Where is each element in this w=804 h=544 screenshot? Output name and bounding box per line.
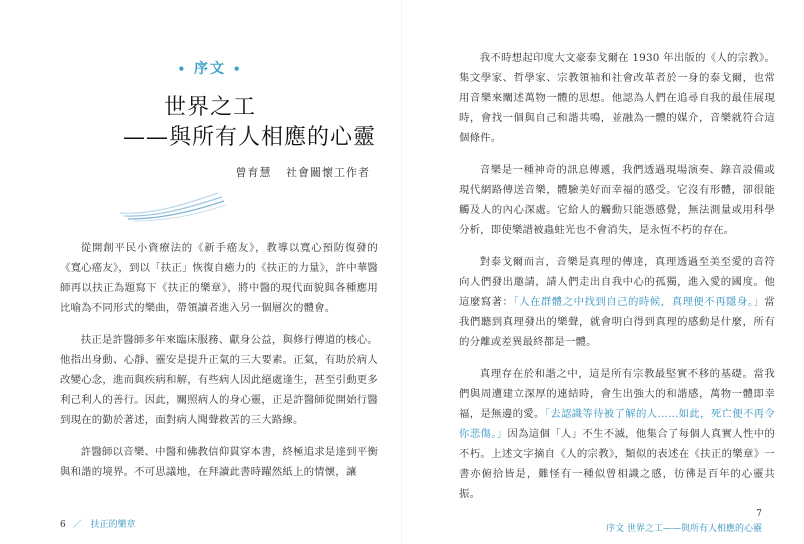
author-title: 社會關懷工作者 bbox=[286, 166, 370, 179]
footer-running-title: 序文 世界之工——與所有人相應的心靈 bbox=[606, 524, 762, 534]
paragraph: 許醫師以音樂、中醫和佛教信仰貫穿本書，終極追求是達到平衡與和諧的境界。不可思議地，在拜讀此書時躍然紙上的情懷，讓 bbox=[60, 446, 378, 478]
highlighted-quote: 「人在群體之中找到自己的時候，真理便不再隱身。」 bbox=[513, 296, 765, 308]
page-title: 世界之工 bbox=[163, 95, 256, 120]
footer-book-title: 扶正的樂章 bbox=[90, 520, 136, 530]
page-number: 6 bbox=[60, 520, 66, 530]
left-footer bbox=[60, 517, 136, 530]
right-footer bbox=[606, 509, 762, 534]
bullet-dot-icon: • bbox=[232, 62, 243, 76]
paragraph: 我不時想起印度大文豪泰戈爾在 1930 年出版的《人的宗教》。集文學家、哲學家、宗教領袖和社會改革者於一身的泰戈爾，也常用音樂來闡述萬物一體的思想。他認為人們在追尋自我的最佳展現時，會找一個與自己和諧共鳴，並融為一體的媒介，音樂就符合這個條件。 bbox=[459, 52, 775, 144]
paragraph: 音樂是一種神奇的訊息傳遞，我們透過現場演奏、錄音設備或現代網路傳送音樂，體驗美好而幸福的感受。它沒有形體，卻很能觸及人的內心深處。它給人的觸動只能憑感覺，無法測量或用科學分析，即使樂譜被蟲蛀光也不會消失，是永恆不朽的存在。 bbox=[459, 164, 775, 236]
highlighted-quote: 「去認識等待被了解的人……如此，死亡便不再令你悲傷。」 bbox=[459, 408, 775, 440]
paragraph: 真理存在於和諧之中，這是所有宗教最堅實不移的基礎。當我們與周遭建立深厚的連結時，會生出強大的和諧感，萬物一體即幸福，是無邊的愛。「去認識等待被了解的人……如此，死亡便不再令你悲傷。」因為這個「人」不生不滅，他集合了每個人真實人性中的不朽。上述文字摘自《人的宗教》，類似的表述在《扶正的樂章》一書亦俯拾皆是，難怪有一種似曾相識之感，彷彿是百年的心靈共振。 bbox=[459, 368, 775, 500]
right-body-text bbox=[459, 48, 775, 516]
author-name: 曾育慧 bbox=[235, 166, 272, 179]
left-body-text bbox=[60, 238, 378, 494]
right-page bbox=[402, 0, 804, 544]
author-byline bbox=[60, 164, 370, 180]
paragraph: 從開創平民小資療法的《新手癌友》，教導以寬心預防復發的《寬心癌友》，到以「扶正」恢復自癒力的《扶正的力量》，許中華醫師再以扶正為題寫下《扶正的樂章》，將中醫的現代面貌與各種應用比喻為不同形式的樂曲，帶領讀者進入另一個層次的體會。 bbox=[60, 242, 378, 314]
decorative-swoosh-icon bbox=[118, 185, 228, 225]
paragraph: 扶正是許醫師多年來臨床服務、獻身公益，與修行傳道的核心。他指出身動、心靜、靈安是提升正氣的三大要素。正氣，有助於病人改變心念，進而與疾病和解，有些病人因此絕處逢生，甚至引動更多利己利人的善行。因此，關照病人的身心靈，正是許醫師從開始行醫到現在的勤於著述，面對病人聞聲救苦的三大路線。 bbox=[60, 334, 378, 426]
bullet-dot-icon: • bbox=[177, 62, 188, 76]
page-subtitle: ——與所有人相應的心靈 bbox=[122, 125, 376, 150]
section-label: • 序文 • bbox=[177, 61, 243, 77]
paragraph: 對泰戈爾而言，音樂是真理的傳達，真理透過至美至愛的音符向人們發出邀請，請人們走出自我中心的孤獨，進入愛的國度。他這麼寫著：「人在群體之中找到自己的時候，真理便不再隱身。」當我們聽到真理發出的樂聲，就會明白得到真理的感動是什麼，所有的分離或差異最終都是一體。 bbox=[459, 256, 775, 348]
page-number: 7 bbox=[756, 509, 762, 519]
slash-separator-icon: ／ bbox=[72, 520, 82, 530]
